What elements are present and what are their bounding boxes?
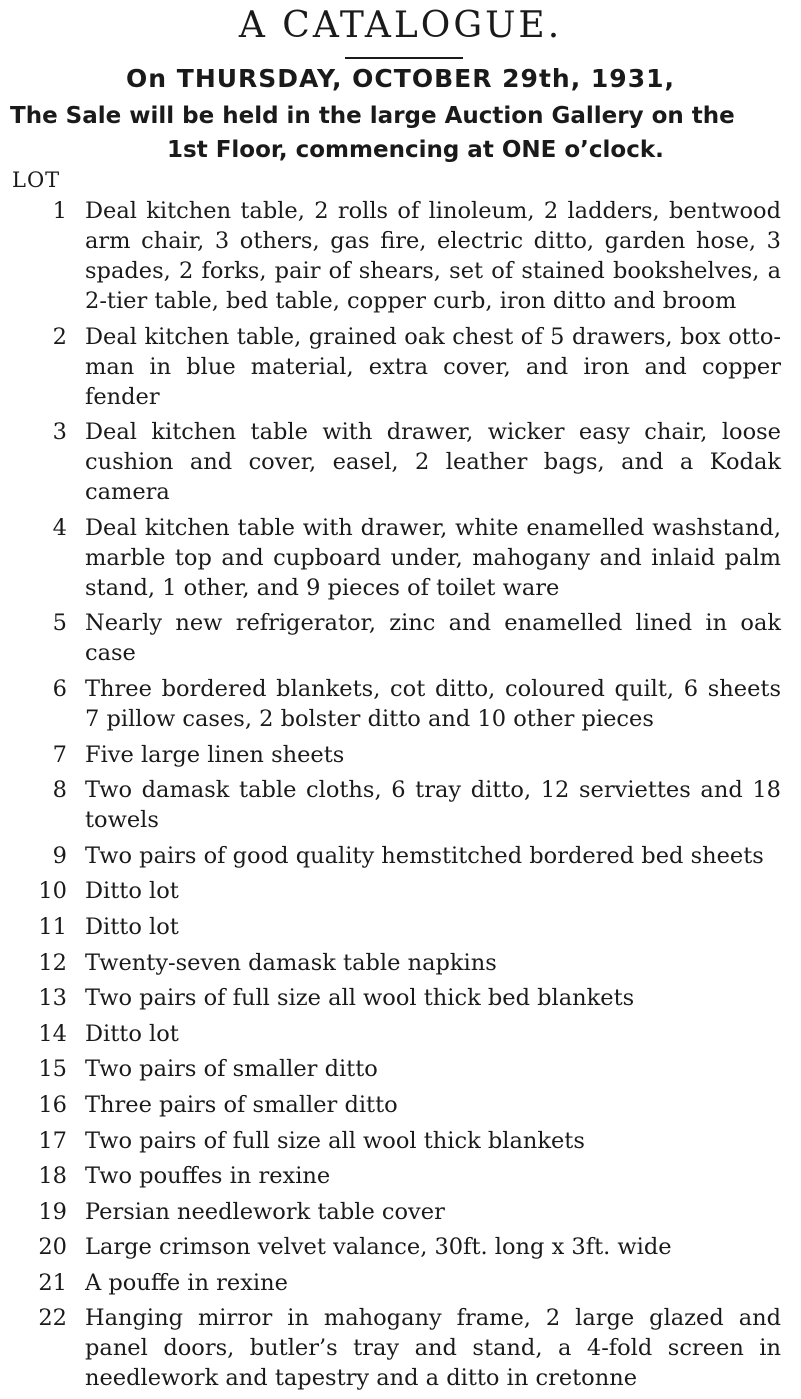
lot-description: Three bordered blankets, cot ditto, coloured quilt, 6 sheets 7 pillow cases, 2 bolster ditto and 10 other pieces [85,675,781,732]
lot-description: Large crimson velvet valance, 30ft. long x 3ft. wide [85,1234,672,1261]
lot-number: 20 [38,1234,67,1261]
lot-item [0,513,801,603]
lot-description: Deal kitchen table with drawer, white enamelled washstand, marble top and cupboard under, mahogany and inlaid palm stand, 1 other, and 9 pieces of toilet ware [85,514,781,601]
lot-item [0,674,801,734]
lot-item [0,1054,801,1084]
lot-item [0,740,801,770]
lot-item [0,841,801,871]
lot-description: Nearly new refrigerator, zinc and enamelled lined in oak case [85,610,781,667]
lot-description: Hanging mirror in mahogany frame, 2 large glazed and panel doors, butler’s tray and stand, a 4-fold screen in needlework and tapestry and a ditto in cretonne [85,1305,781,1392]
lot-item [0,1161,801,1191]
lot-number: 21 [38,1269,67,1296]
lot-description: Two pairs of good quality hemstitched bordered bed sheets [85,842,764,869]
lot-number: 17 [38,1127,67,1154]
lot-item [0,876,801,906]
lot-item [0,1090,801,1120]
lot-description: Two pairs of full size all wool thick blankets [85,1127,585,1154]
lot-description: Two pairs of smaller ditto [85,1056,378,1083]
lot-item [0,912,801,942]
lot-description: Two pouffes in rexine [85,1163,331,1190]
lot-number: 6 [52,675,67,702]
title-divider [345,57,463,59]
lot-description: Ditto lot [85,913,179,940]
lot-number: 12 [38,949,67,976]
lot-number: 14 [38,1020,67,1047]
lot-item [0,983,801,1013]
lot-number: 19 [38,1198,67,1225]
lot-item [0,775,801,835]
lot-number: 11 [38,913,67,940]
lot-number: 15 [38,1056,67,1083]
lot-number: 13 [38,985,67,1012]
lot-item [0,1019,801,1049]
lot-number: 8 [52,777,67,804]
lot-item [0,322,801,412]
lot-description: Deal kitchen table with drawer, wicker easy chair, loose cushion and cover, easel, 2 leather bags, and a Kodak camera [85,419,781,506]
lot-description: Ditto lot [85,878,179,905]
sale-intro-line-1: The Sale will be held in the large Auction Gallery on the [10,103,735,129]
lot-description: Persian needlework table cover [85,1198,445,1225]
lot-number: 3 [52,419,67,446]
sale-date: On THURSDAY, OCTOBER 29th, 1931, [126,64,675,93]
lot-description: Ditto lot [85,1020,179,1047]
lot-description: Three pairs of smaller ditto [85,1091,398,1118]
lot-list [0,196,801,1399]
lot-description: Two damask table cloths, 6 tray ditto, 12 serviettes and 18 towels [85,777,781,834]
lot-number: 4 [52,514,67,541]
lot-number: 10 [38,878,67,905]
lot-item [0,417,801,507]
page-title: A CATALOGUE. [238,5,563,46]
sale-intro-line-2: 1st Floor, commencing at ONE o’clock. [167,137,664,163]
lot-item [0,1126,801,1156]
lot-item [0,1268,801,1298]
lot-number: 9 [52,842,67,869]
lot-item [0,1197,801,1227]
sale-intro [10,99,795,167]
lot-description: Deal kitchen table, grained oak chest of 5 drawers, box ottoman in blue material, extra cover, and iron and copper fender [85,323,781,410]
lot-column-label: LOT [12,168,61,192]
lot-description: Twenty-seven damask table napkins [85,949,497,976]
lot-number: 22 [38,1305,67,1332]
lot-item [0,1303,801,1393]
lot-item [0,196,801,316]
lot-number: 7 [52,741,67,768]
lot-description: A pouffe in rexine [85,1269,288,1296]
lot-description: Five large linen sheets [85,741,345,768]
lot-number: 1 [52,198,67,224]
lot-number: 16 [38,1091,67,1118]
lot-item [0,608,801,668]
lot-number: 5 [52,610,67,637]
lot-number: 18 [38,1163,67,1190]
lot-number: 2 [52,323,67,350]
lot-item [0,948,801,978]
lot-item [0,1232,801,1262]
lot-description: Two pairs of full size all wool thick bed blankets [85,985,635,1012]
lot-description: Deal kitchen table, 2 rolls of linoleum, 2 ladders, bentwood arm chair, 3 others, gas fire, electric ditto, garden hose, 3 spades, 2 forks, pair of shears, set of stained bookshelves, a 2-tier table, bed table, copper curb, iron ditto and broom [85,198,781,314]
